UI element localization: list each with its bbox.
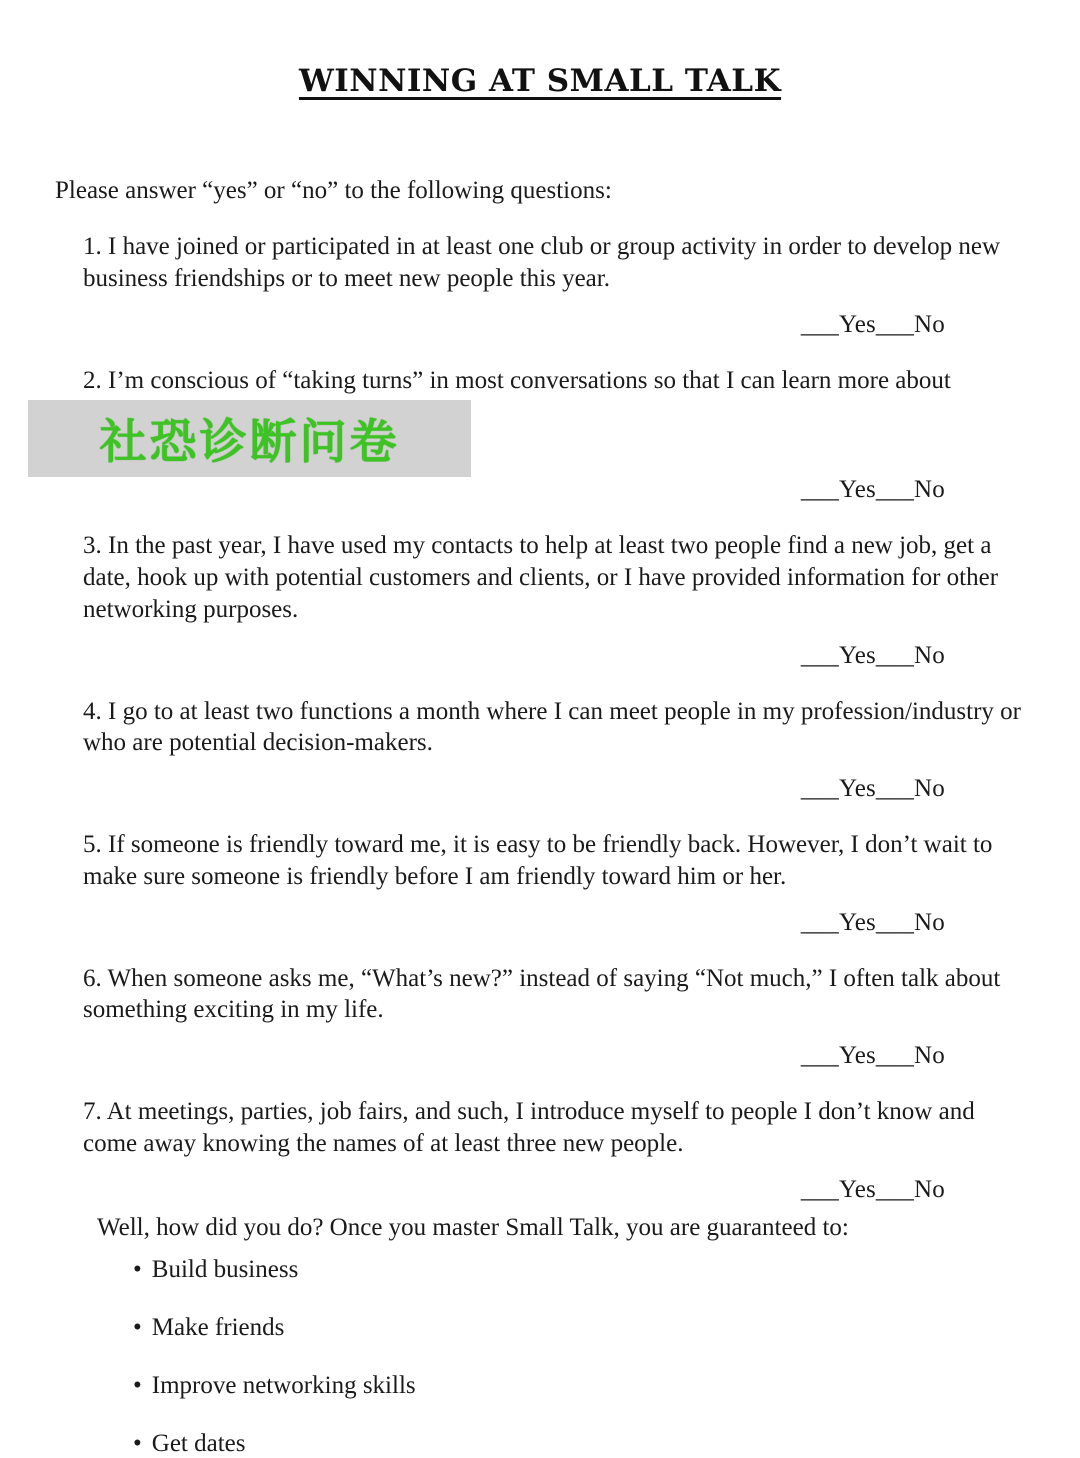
bullet-icon: • <box>133 1313 142 1341</box>
answer-blank-4[interactable]: ___Yes___No <box>800 775 945 802</box>
list-item <box>133 1430 1025 1458</box>
answer-blank-1[interactable]: ___Yes___No <box>800 310 945 338</box>
bullet-icon: • <box>133 1429 142 1457</box>
question-item-4 <box>55 696 1025 804</box>
question-item-1 <box>55 231 1025 339</box>
page-title: WINNING AT SMALL TALK <box>298 63 782 99</box>
answer-blank-7[interactable]: ___Yes___No <box>800 1175 945 1203</box>
question-text: 3. In the past year, I have used my contacts to help at least two people find a new job, get a date, hook up with potential customers and clients, or I have provided information for other networking purposes. <box>83 532 999 623</box>
question-text: 2. I’m conscious of “taking turns” in most conversations so that I can learn more about <box>83 366 951 394</box>
list-item-label: Get dates <box>151 1429 246 1457</box>
question-item-5 <box>55 829 1025 937</box>
overlay-caption-box <box>28 400 471 477</box>
question-item-3 <box>55 530 1025 669</box>
benefits-list <box>55 1256 1025 1458</box>
question-item-7 <box>55 1096 1025 1204</box>
bullet-icon: • <box>133 1371 142 1399</box>
list-item <box>133 1314 1025 1342</box>
question-text: 5. If someone is friendly toward me, it is easy to be friendly back. However, I don’t wait to make sure someone is friendly before I am friendly toward him or her. <box>83 831 993 890</box>
question-text: 6. When someone asks me, “What’s new?” instead of saying “Not much,” I often talk about something exciting in my life. <box>83 964 1001 1024</box>
answer-blank-6[interactable]: ___Yes___No <box>800 1042 945 1069</box>
bullet-icon: • <box>133 1255 142 1283</box>
list-item-label: Make friends <box>151 1313 285 1341</box>
answer-blank-5[interactable]: ___Yes___No <box>800 908 945 936</box>
answer-blank-3[interactable]: ___Yes___No <box>800 641 945 669</box>
question-text: 1. I have joined or participated in at least one club or group activity in order to develop new business friendships or to meet new people this year. <box>83 233 1001 292</box>
question-item-6 <box>55 963 1025 1071</box>
list-item <box>133 1372 1025 1400</box>
overlay-caption-text: 社恐诊断问卷 <box>99 415 400 470</box>
question-text: 7. At meetings, parties, job fairs, and such, I introduce myself to people I don’t know and come away knowing the names of at least three new people. <box>83 1098 975 1157</box>
closing-text: Well, how did you do? Once you master Small Talk, you are guaranteed to: <box>97 1213 849 1241</box>
list-item-label: Build business <box>151 1255 299 1283</box>
list-item <box>133 1256 1025 1284</box>
list-item-label: Improve networking skills <box>151 1371 416 1399</box>
instruction-text: Please answer “yes” or “no” to the following questions: <box>55 177 612 204</box>
question-text: 4. I go to at least two functions a month where I can meet people in my profession/industry or who are potential decision-makers. <box>83 697 1021 757</box>
answer-blank-2[interactable]: ___Yes___No <box>800 476 945 504</box>
